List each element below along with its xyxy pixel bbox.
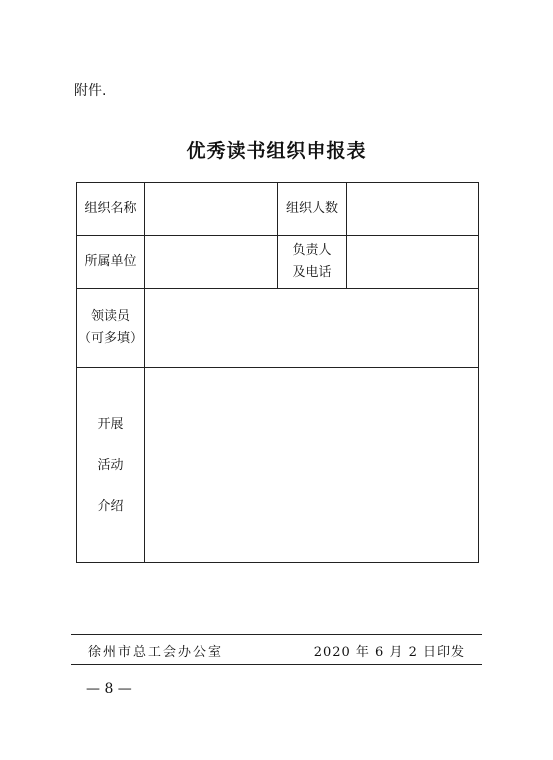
attachment-label: 附件. <box>74 83 107 99</box>
contact-label <box>278 236 347 289</box>
leader-label-line2: （可多填） <box>77 331 143 346</box>
activity-label <box>77 368 145 563</box>
org-name-field[interactable] <box>145 183 278 236</box>
page-number: — 8 — <box>86 681 132 697</box>
leader-label-line1: 领读员 <box>90 309 130 324</box>
form-title: 优秀读书组织申报表 <box>186 140 367 162</box>
footer-issuer: 徐州市总工会办公室 <box>88 645 224 660</box>
contact-field[interactable] <box>347 236 479 289</box>
form-row-org <box>77 183 479 236</box>
affiliation-field[interactable] <box>145 236 278 289</box>
leader-label <box>77 289 145 368</box>
form-row-leader <box>77 289 479 368</box>
activity-label-line2: 活动 <box>97 457 124 473</box>
org-name-label: 组织名称 <box>77 183 145 236</box>
form-row-activity <box>77 368 479 563</box>
footer-date: 2020 年 6 月 2 日印发 <box>313 645 465 660</box>
affiliation-label: 所属单位 <box>77 236 145 289</box>
contact-label-line1: 负责人 <box>292 243 332 258</box>
activity-field[interactable] <box>145 368 479 563</box>
leader-field[interactable] <box>145 289 479 368</box>
member-count-label: 组织人数 <box>278 183 347 236</box>
activity-label-line3: 介绍 <box>97 498 124 514</box>
member-count-field[interactable] <box>347 183 479 236</box>
activity-label-line1: 开展 <box>97 416 124 432</box>
contact-label-line2: 及电话 <box>292 265 332 280</box>
application-form-table <box>76 182 479 563</box>
footer-top-rule <box>71 634 482 635</box>
form-row-affiliation <box>77 236 479 289</box>
footer-bottom-rule <box>71 664 482 665</box>
